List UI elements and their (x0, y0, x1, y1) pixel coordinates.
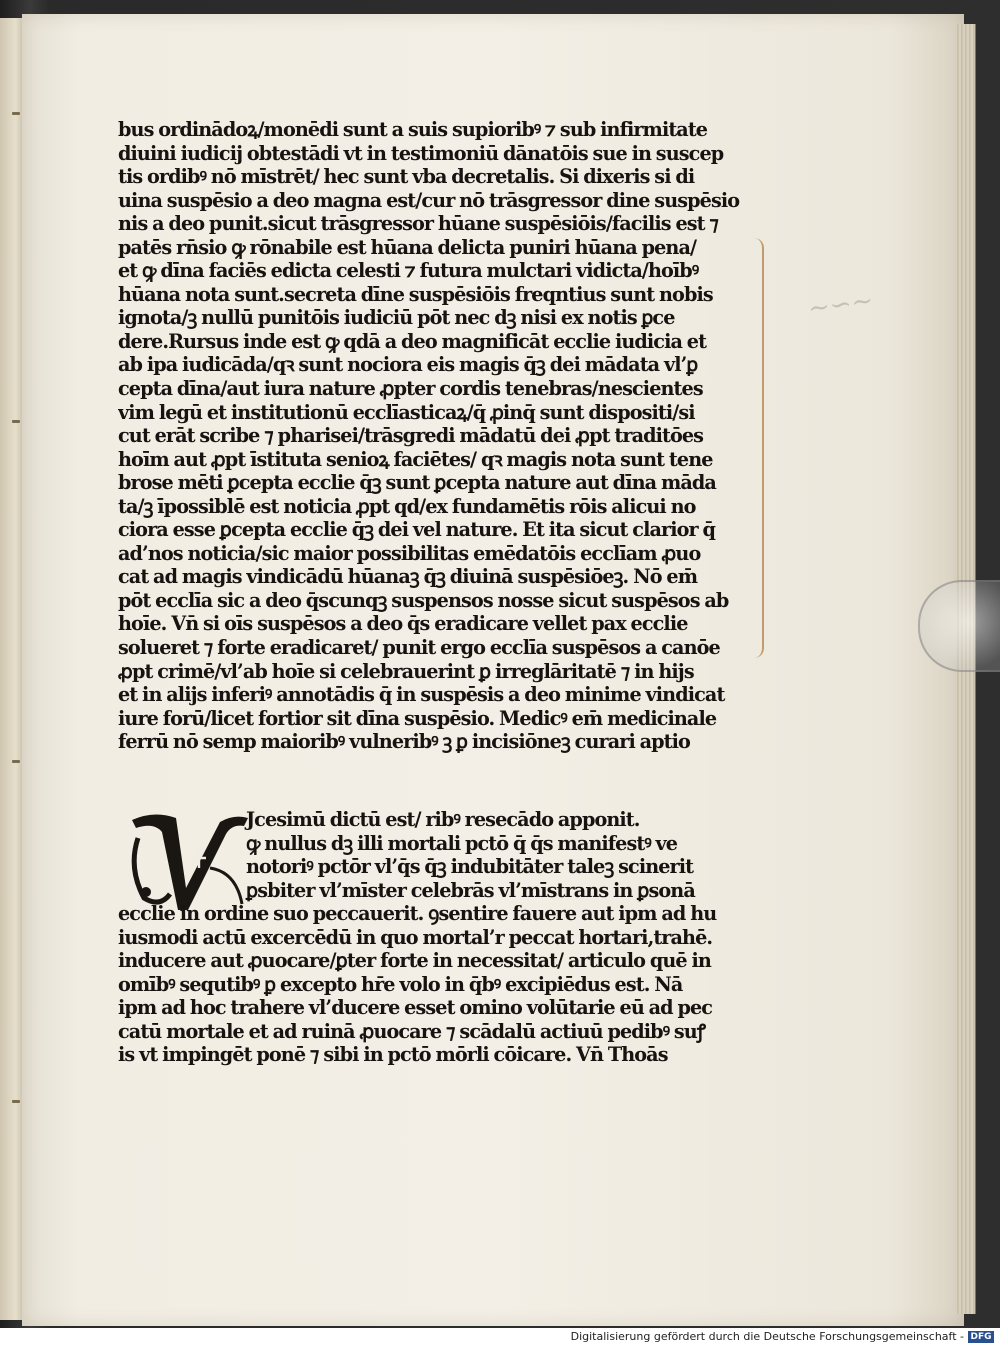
text-line: ꝑsbiter vl’mīster celebrās vl’mīstrans in ꝑsonā (246, 878, 695, 902)
text-line: pōt ecclīa sic a deo q̄scunqꝫ suspensos nosse sicut suspēsos ab (118, 588, 729, 612)
second-section-text (118, 808, 766, 1067)
text-line: omībꝰ sequtibꝰ ꝑ excepto hr̄e volo in q̄bꝰ excipiēdus est. Nā (118, 972, 683, 996)
text-line: hūana nota sunt.secreta dīne suspēsiōis freqntius sunt nobis (118, 282, 713, 306)
text-line: tis ordibꝰ nō mīstrēt/ hec sunt vba decretalis. Si dixeris si di (118, 165, 695, 189)
text-line: ciora esse ꝑcepta ecclie q̄ꝫ dei vel nature. Et ita sicut clarior q̄ (118, 518, 715, 542)
text-line: catū mortale et ad ruinā ꝓuocare ⁊ scādalū actiuū pedibꝰ suꝭ (118, 1019, 706, 1043)
text-line: notoriꝰ pctōr vl’q̄s q̄ꝫ indubitāter taleꝫ scinerit (246, 855, 694, 879)
main-text-block (118, 118, 766, 754)
text-line: iusmodi actū excercēdū in quo mortal’r peccat hortari,trahē. (118, 925, 713, 949)
svg-text:V: V (124, 808, 125, 809)
text-line: ad’nos noticia/sic maior possibilitas emēdatōis ecclīam ꝓuo (118, 541, 701, 565)
text-line: inducere aut ꝓuocare/ꝑter forte in necessitat/ articulo quē in (118, 949, 711, 973)
binding-stitch (12, 760, 20, 763)
binding-stitch (12, 112, 20, 115)
text-line: cepta dīna/aut iura nature ꝓpter cordis tenebras/nescientes (118, 377, 703, 401)
text-line: uina suspēsio a deo magna est/cur nō trāsgressor dine suspēsio (118, 188, 740, 212)
text-line: hoīe. Vn̄ si oīs suspēsos a deo q̄s eradicare vellet pax ecclie (118, 612, 688, 636)
text-line: brose mēti ꝑcepta ecclie q̄ꝫ sunt ꝑcepta nature aut dīna māda (118, 471, 716, 495)
text-line: ta/ꝫ īpossiblē est noticia ꝓpt qd/ex fundamētis rōis alicui no (118, 494, 696, 518)
text-line: ignota/ꝫ nullū punitōis iudiciū pōt nec dꝫ nisi ex notis ꝑce (118, 306, 675, 330)
text-line: cut erāt scribe ⁊ pharisei/trāsgredi mādatū dei ꝓpt traditōes (118, 424, 704, 448)
binding-stitch (12, 420, 20, 423)
page-clip (918, 580, 1000, 672)
footer-credit: Digitalisierung gefördert durch die Deutsche Forschungsgemeinschaft - (570, 1330, 964, 1343)
text-line: cat ad magis vindicādū hūanaꝫ q̄ꝫ diuinā suspēsiōeꝫ. Nō em̄ (118, 565, 698, 589)
text-line: et ꝙ dīna faciēs edicta celesti ⁊ futura mulctari vidicta/hoībꝰ (118, 259, 699, 283)
binding-stitch (12, 1100, 20, 1103)
faint-margin-note: ∼∽∼ (806, 285, 876, 325)
text-line: diuini iudicij obtestādi vt in testimoniū dānatōis sue in suscep (118, 141, 724, 165)
text-line: patēs rn̄sio ꝙ rōnabile est hūana delicta puniri hūana pena/ (118, 235, 697, 259)
text-line: iure forū/licet fortior sit dīna suspēsio. Medicꝰ em̄ medicinale (118, 706, 717, 730)
text-line: hoīm aut ꝓpt īstituta senioꝝ faciētes/ qꝛ magis nota sunt tene (118, 447, 713, 471)
text-line: bus ordinādoꝝ/monēdi sunt a suis supioribꝰ ⁊ sub infirmitate (118, 118, 708, 141)
text-line: Jcesimū dictū est/ ribꝰ resecādo apponit. (246, 808, 640, 831)
text-line: is vt impingēt ponē ⁊ sibi in pctō mōrli cōicare. Vn̄ Thoās (118, 1043, 668, 1067)
text-line: nis a deo punit.sicut trāsgressor hūane suspēsiōis/facilis est ⁊ (118, 212, 719, 236)
text-line: ꝓpt crimē/vl’ab hoīe si celebrauerint ꝑ irreglāritatē ⁊ in hijs (118, 659, 694, 683)
text-line: vim legū et institutionū ecclīasticaꝝ/q̄ ꝓinq̄ sunt dispositi/si (118, 400, 695, 424)
text-line: ab ipa iudicāda/qꝛ sunt nociora eis magis q̄ꝫ dei mādata vl’ꝑ (118, 353, 698, 377)
text-line: dere.Rursus inde est ꝙ qdā a deo magnificāt ecclie iudicia et (118, 329, 707, 353)
text-line: solueret ⁊ forte eradicaret/ punit ergo ecclīa suspēsos a canōe (118, 636, 720, 660)
text-line: ipm ad hoc trahere vl’ducere esset omino volūtarie eū ad pec (118, 996, 713, 1020)
text-line: ferrū nō semp maioribꝰ vulneribꝰ ꝫ ꝑ incisiōneꝫ curari aptio (118, 730, 690, 754)
digitization-footer (0, 1328, 1000, 1346)
text-line: ꝙ nullus dꝫ illi mortali pctō q̄ q̄s manifestꝰ ve (246, 831, 678, 855)
dfg-logo: DFG (968, 1331, 994, 1343)
text-line: ecclie in ordine suo peccauerit. ꝯsentire fauere aut ipm ad hu (118, 902, 717, 926)
text-line: et in alijs inferiꝰ annotādis q̄ in suspēsis a deo minime vindicat (118, 683, 725, 707)
